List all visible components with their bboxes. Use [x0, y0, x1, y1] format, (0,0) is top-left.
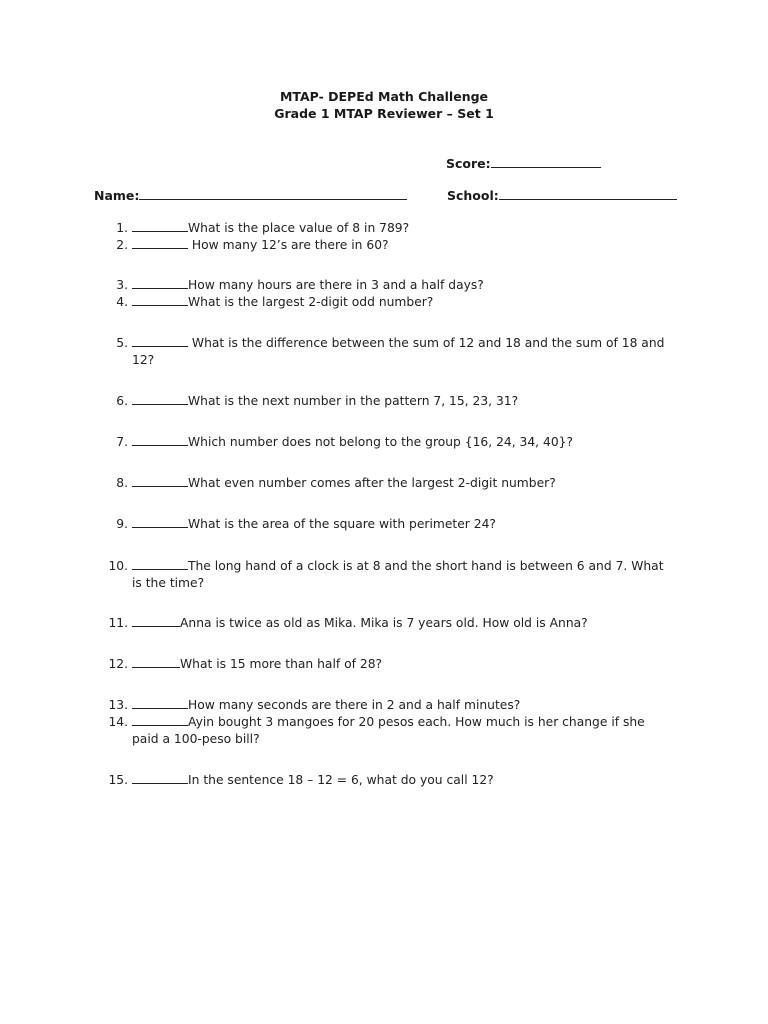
answer-blank[interactable]: [132, 615, 180, 627]
answer-blank[interactable]: [132, 697, 188, 709]
score-blank[interactable]: [491, 155, 601, 168]
question-text: Ayin bought 3 mangoes for 20 pesos each. How much is her change if she paid a 100-peso bill?: [132, 715, 645, 746]
question-text: Anna is twice as old as Mika. Mika is 7 years old. How old is Anna?: [180, 616, 588, 630]
question-number: 2.: [116, 238, 128, 252]
question-text: The long hand of a clock is at 8 and the short hand is between 6 and 7. What is the time?: [132, 559, 664, 590]
school-label: School:: [447, 188, 499, 203]
question-text: What is 15 more than half of 28?: [180, 657, 383, 671]
question-number: 11.: [108, 616, 128, 630]
question-text: What is the largest 2-digit odd number?: [188, 295, 434, 309]
question-number: 6.: [116, 394, 128, 408]
answer-blank[interactable]: [132, 220, 188, 232]
answer-blank[interactable]: [132, 294, 188, 306]
question-number: 7.: [116, 435, 128, 449]
question-number: 1.: [116, 221, 128, 235]
answer-blank[interactable]: [132, 277, 188, 289]
question-text: What is the place value of 8 in 789?: [188, 221, 410, 235]
score-label: Score:: [446, 156, 491, 171]
worksheet-title: MTAP- DEPEd Math Challenge: [279, 89, 489, 104]
question-number: 9.: [116, 517, 128, 531]
question-number: 13.: [108, 698, 128, 712]
answer-blank[interactable]: [132, 558, 188, 570]
question-number: 4.: [116, 295, 128, 309]
question-number: 15.: [108, 773, 128, 787]
answer-blank[interactable]: [132, 772, 188, 784]
question-number: 3.: [116, 278, 128, 292]
question-number: 10.: [108, 559, 128, 573]
question-text: How many seconds are there in 2 and a half minutes?: [188, 698, 521, 712]
question-number: 8.: [116, 476, 128, 490]
question-number: 12.: [108, 657, 128, 671]
answer-blank[interactable]: [132, 237, 188, 249]
question-text: How many 12’s are there in 60?: [188, 238, 389, 252]
question-number: 14.: [108, 715, 128, 729]
question-text: In the sentence 18 – 12 = 6, what do you call 12?: [188, 773, 494, 787]
question-text: What is the difference between the sum of 12 and 18 and the sum of 18 and 12?: [132, 336, 665, 367]
name-field: [94, 187, 407, 203]
question-text: Which number does not belong to the group {16, 24, 34, 40}?: [188, 435, 573, 449]
school-blank[interactable]: [499, 187, 677, 200]
answer-blank[interactable]: [132, 516, 188, 528]
school-field: [447, 187, 677, 203]
name-label: Name:: [94, 188, 140, 203]
worksheet-subtitle: Grade 1 MTAP Reviewer – Set 1: [274, 106, 494, 121]
question-text: How many hours are there in 3 and a half days?: [188, 278, 484, 292]
answer-blank[interactable]: [132, 434, 188, 446]
question-text: What even number comes after the largest 2-digit number?: [188, 476, 556, 490]
question-number: 5.: [116, 336, 128, 350]
question-text: What is the area of the square with perimeter 24?: [188, 517, 496, 531]
answer-blank[interactable]: [132, 393, 188, 405]
answer-blank[interactable]: [132, 656, 180, 668]
answer-blank[interactable]: [132, 475, 188, 487]
question-text: What is the next number in the pattern 7, 15, 23, 31?: [188, 394, 519, 408]
answer-blank[interactable]: [132, 335, 188, 347]
name-blank[interactable]: [139, 187, 407, 200]
score-field: [446, 155, 601, 171]
answer-blank[interactable]: [132, 714, 188, 726]
